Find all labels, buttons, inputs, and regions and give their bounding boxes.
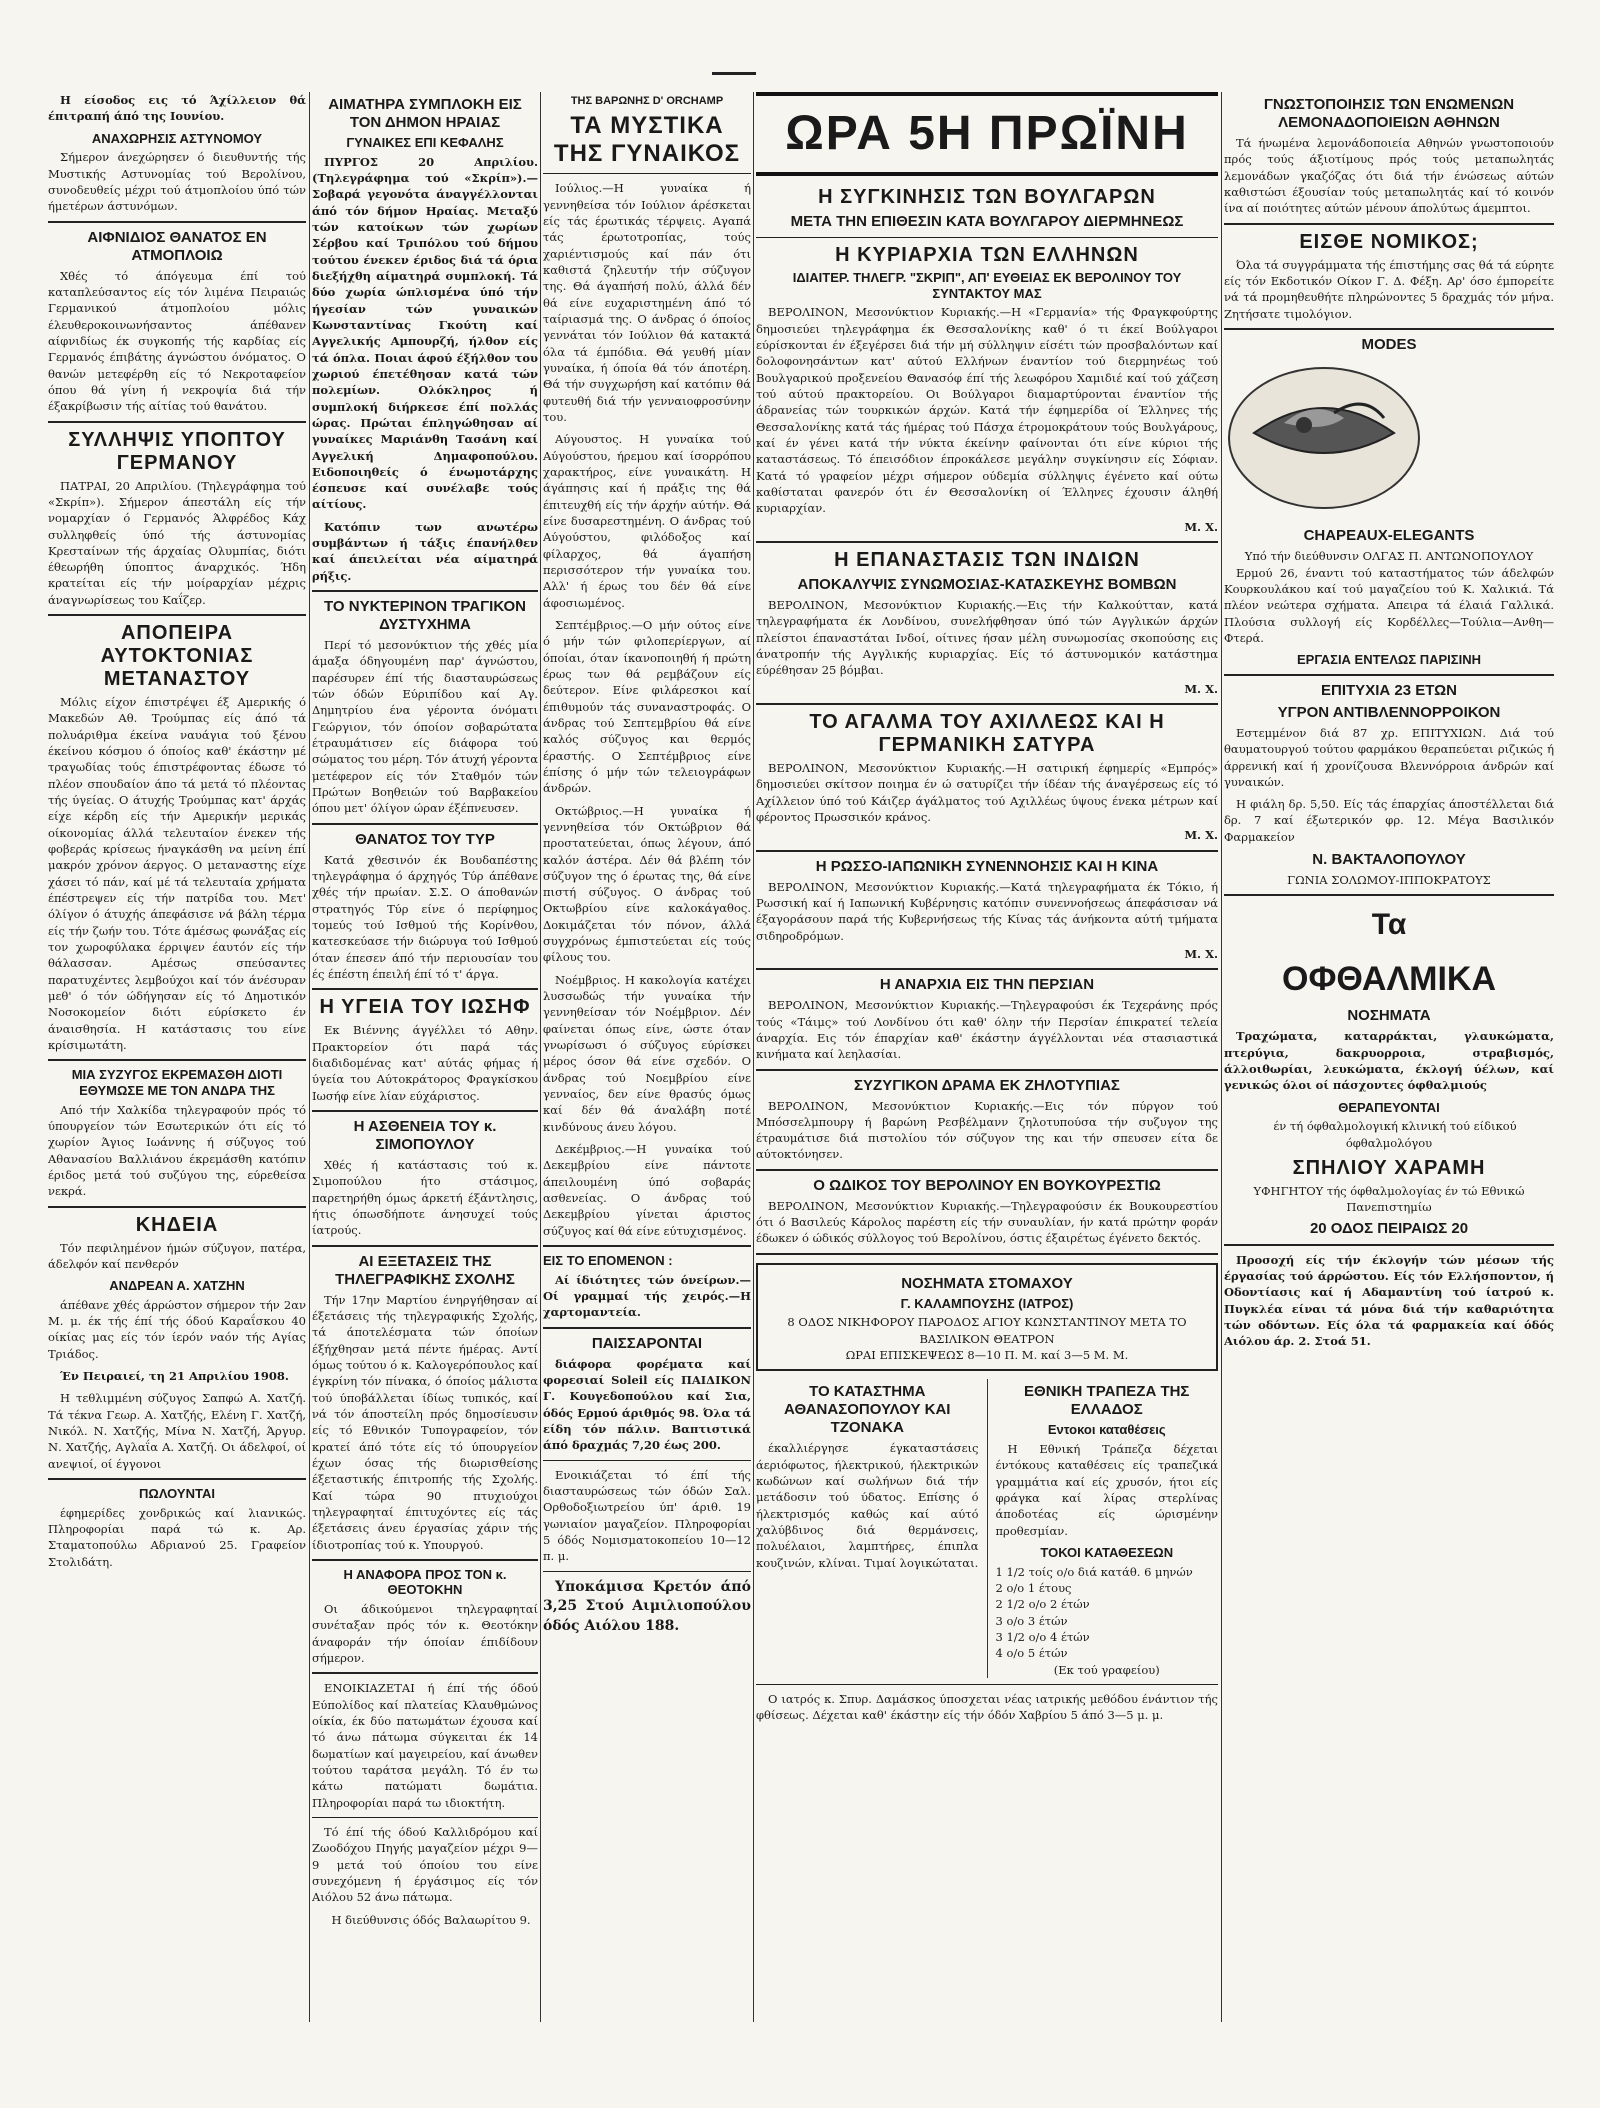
divider	[312, 1110, 538, 1112]
rate-row: 3 1/2 ο/ο 4 έτών	[995, 1629, 1090, 1644]
ad-epityxia-2: Η φιάλη δρ. 5,50. Είς τάς έπαρχίας άποστέλλεται διά δρ. 7 καί έξωτερικόν φρ. 12. Μέγα Βασιλικόν Φαρμακείον	[1224, 797, 1554, 844]
kideia-date: Έν Πειραιεί, τη 21 Απριλίου 1908.	[60, 1369, 289, 1384]
divider	[312, 988, 538, 990]
headline-epityxia: ΕΠΙΤΥΧΙΑ 23 ΕΤΩΝ	[1321, 681, 1457, 699]
article-symplokh: ΠΥΡΓΟΣ 20 Απριλίου. (Τηλεγράφημα τού «Σκρίπ»).— Σοβαρά γεγονότα άναγγέλλονται άπό τόν δήμον Ηραίας. Μεταξύ τών κατοίκων τών χωρίων Σέρβου καί Τριπόλου τού δήμου τούτου ένεκεν έριδος διά τά όρια διεξήχθη αίματηρά συμπλοκή. Τά δύο χωρία ώπλισμένα ύπό τήν ήγεσίαν τών γυναικών Κωνσταντίνας Γκούτη καί Αγγελικής Αμπουρζή, ήλθον είς τά όπλα. Ποιαι άφού έξήλθον του χωριού έπετέθησαν κατά τών πολεμίων. Ολόκληρος ή συμπλοκή διήρκεσε έπί πολλάς ώρας. Πρώται έπληγώθησαν αί γυναίκες Μαριάνθη Τασάνη καί Αγγελική Δημαφοπούλου. Ειδοποιηθείς ό ένωμοτάρχης έσπευσε καί συνέλαβε τούς αίτίους.	[312, 154, 538, 512]
divider	[312, 1245, 538, 1247]
subheadline-symplokh: ΓΥΝΑΙΚΕΣ ΕΠΙ ΚΕΦΑΛΗΣ	[346, 135, 504, 150]
ad-stomachou-title: ΝΟΣΗΜΑΤΑ ΣΤΟΜΑΧΟΥ	[901, 1274, 1073, 1292]
ad-stomachou-address: 8 ΟΔΟΣ ΝΙΚΗΦΟΡΟΥ ΠΑΡΟΔΟΣ ΑΓΙΟΥ ΚΩΝΣΤΑΝΤΙΝΟΥ ΜΕΤΑ ΤΟ ΒΑΣΙΛΙΚΟΝ ΘΕΑΤΡΟΝ	[787, 1315, 1187, 1346]
ad-eisthe: Όλα τά συγγράμματα τής έπιστήμης σας θά τά εύρητε είς τόν Εκδοτικόν Οίκον Γ. Δ. Φέξη. Αρ' όσο έμπορείτε νά τά προμηθευθήτε πληρώνοντες 5 δραχμάς τόν μήνα. Ζητήσατε τιμολόγιον.	[1224, 257, 1554, 321]
headline-boulgaroi: Η ΣΥΓΚΙΝΗΣΙΣ ΤΩΝ ΒΟΥΛΓΑΡΩΝ	[818, 186, 1156, 209]
ofth-title-2: ΟΦΘΑΛΜΙΚΑ	[1282, 960, 1496, 999]
headline-anafora: Η ΑΝΑΦΟΡΑ ΠΡΟΣ ΤΟΝ κ. ΘΕΟΤΟΚΗΝ	[343, 1566, 507, 1598]
divider	[312, 590, 538, 592]
column-2	[312, 92, 538, 2022]
article-kyriarxia: ΒΕΡΟΛΙΝΟΝ, Μεσονύκτιον Κυριακής.—Η «Γερμανία» τής Φραγκφούρτης δημοσιεύει τηλεγράφημα έκ Θεσσαλονίκης καθ' ό τι έκεί Βούλγαροι εύρίσκονται έν έξεγέρσει διά τήν μή σύλληψιν είσέτι τών προσβαλόντων καί δολοφονησάντων κατ' αύτού Ελλήνων έναντίον τού διερμηνέως τού Βουλγαρικού προξενείου Θανασόφ έπί τής λεωφόρου Χαμιδιέ καί τού χάζεση τού αύτού πρακτορείου. Οι Βούλγαροι διαμαρτύρονται έναντίον τής άδρανείας τών τουρκικών άρχών. Κατά τήν έφημερίδα οί Έλληνες τής Θεσσαλονίκης κατά τάς ήμέρας τού Πάσχα έτρομοκράτουν τούς Βουλγάρους, καί έν γένει κατά τήν νύκτα έκείνην φαίνονται ότι είνε κύριοι τής καταστάσεως. Τό έπεισόδιον έπροκάλεσε μεγάλην συγκίνησιν είς Σόφιαν. Κατά τό γραφείον μέχρι σήμερον ούδεμία σύλληψις έγένετο καί ούτω καθίσταται φανερόν ότι έν Θεσσαλονίκη οί Έλληνες έχουσιν άληθή κυριαρχίαν.	[756, 305, 1218, 516]
headline-kideia: ΚΗΔΕΙΑ	[135, 1213, 219, 1236]
ad-trapeza-text: Η Εθνική Τράπεζα δέχεται έντόκους καταθέσεις είς τραπεζικά γραμμάτια καί είς χρυσόν, ήτοι είς φράγκα καί λίρας στερλίνας άποδοτέας είς ώρισμένην προθεσμίαν.	[995, 1441, 1218, 1538]
ad-ofth-title: ΥΦΗΓΗΤΟΥ τής όφθαλμολογίας έν τώ Εθνικώ Πανεπιστημίω	[1253, 1183, 1525, 1215]
divider	[543, 173, 751, 174]
subheadline-chapeaux: Υπό τήν διεύθυνσιν ΟΛΓΑΣ Π. ΑΝΤΩΝΟΠΟΥΛΟΥ	[1244, 549, 1534, 564]
headline-mystika: ΤΑ ΜΥΣΤΙΚΑ ΤΗΣ ΓΥΝΑΙΚΟΣ	[553, 112, 741, 167]
headline-nykterinon: ΤΟ ΝΥΚΤΕΡΙΝΟΝ ΤΡΑΓΙΚΟΝ ΔΥΣΤΥΧΗΜΑ	[324, 598, 526, 634]
headline-syzygos: ΜΙΑ ΣΥΖΥΓΟΣ ΕΚΡΕΜΑΣΘΗ ΔΙΟΤΙ ΕΘΥΜΩΣΕ ΜΕ ΤΟΝ ΑΝΔΡΑ ΤΗΣ	[71, 1067, 283, 1098]
divider	[48, 1059, 306, 1061]
rate-row: 3 ο/ο 3 έτών	[995, 1613, 1068, 1628]
divider	[543, 1245, 751, 1247]
divider	[756, 237, 1218, 238]
ad-paissarontai: διάφορα φορέματα καί φορεσιαί Soleil είς ΠΑΙΔΙΚΟΝ Γ. Κουγεδοπούλου καί Σια, όδός Ερμού άριθμός 98. Όλα τά είδη τόν πάλιν. Βαπτιστικά άπό δραχμάς 7,20 έως 200.	[543, 1356, 751, 1453]
divider	[1224, 894, 1554, 896]
headline-gnwstop: ΓΝΩΣΤΟΠΟΙΗΣΙΣ ΤΩΝ ΕΝΩΜΕΝΩΝ ΛΕΜΟΝΑΔΟΠΟΙΕΙΩΝ ΑΘΗΝΩΝ	[1263, 96, 1515, 131]
article-ygeia: Εκ Βιέννης άγγέλλει τό Αθην. Πρακτορείον ότι παρά τάς διαδιδομένας κατ' αύτάς φήμας ή ύγεία του Αύτοκράτορος Φραγκίσκου Ιωσήφ είνε λίαν εύχάριστος.	[312, 1023, 538, 1103]
ad-epityxia: Εστεμμένον διά 87 χρ. ΕΠΙΤΥΧΙΩΝ. Διά τού θαυματουργού τούτου φαρμάκου θεραπεύεται ριζικώς ή άρρενική καί ή χρονίζουσα Βλεννόρροια άνδρών καί γυναικών.	[1224, 725, 1554, 789]
ad-prosoxh: Προσοχή είς τήν έκλογήν τών μέσων τής έργασίας τού άρρώστου. Είς τόν Ελλήσποντον, ή Οδοντίασις καί ή Αδαμαντίνη τού ίατρού κ. Πυγκλέα είναι τά μόνα διά τήν καθαριότητα τών οδόντων. Είς όλα τά φαρμακεία καί όδός Αιόλου άρ. 2. Στοά 51.	[1224, 1252, 1554, 1349]
headline-persia: Η ΑΝΑΡΧΙΑ ΕΙΣ ΤΗΝ ΠΕΡΣΙΑΝ	[879, 976, 1095, 994]
overline-orchamp: ΤΗΣ ΒΑΡΩΝΗΣ D' ORCHAMP	[570, 95, 724, 107]
headline-paissarontai: ΠΑΙΣΣΑΡΟΝΤΑΙ	[591, 1334, 703, 1352]
divider	[756, 1684, 1218, 1685]
article-kideia-2: άπέθανε χθές άρρώστον σήμερον τήν 2αν Μ. μ. έκ τής έπί τής όδού Καραΐσκου 40 οίκίας μας είς τόν ίερόν ναόν τής Αγίας Τριάδος.	[48, 1297, 306, 1361]
divider	[756, 850, 1218, 852]
divider	[312, 1672, 538, 1674]
column-rule	[753, 92, 754, 2022]
headline-chapeaux: CHAPEAUX-ELEGANTS	[1303, 527, 1475, 545]
column-rule	[309, 92, 310, 2022]
ad-trapeza-rates	[996, 1564, 1219, 1662]
ad-enoikiazetai: ΕΝΟΙΚΙΑΖΕΤΑΙ ή έπί τής όδού Εύπολίδος καί πλατείας Κλαυθμώνος οίκία, έκ δύο πατωμάτων έχουσα καί τό άνω πάτωμα σύγκειται έκ 14 δωματίων καί μαγειρείου, καί άνωθεν τούτου ταράτσα μεγάλη. Τό έν τω κάτω πατώματι δωμάτια. Πληροφορίαι παρά τω ιδιοκτήτη.	[312, 1681, 538, 1810]
article-kideia: Τόν πεφιλημένον ήμών σύζυγον, πατέρα, άδελφόν καί πενθερόν	[48, 1240, 306, 1271]
headline-indoi: Η ΕΠΑΝΑΣΤΑΣΙΣ ΤΩΝ ΙΝΔΙΩΝ	[834, 548, 1140, 571]
headline-eisthe: ΕΙΣΘΕ ΝΟΜΙΚΟΣ;	[1299, 230, 1479, 253]
divider	[543, 1460, 751, 1461]
rate-row: 1 1/2 τοίς ο/ο διά κατάθ. 6 μηνών	[995, 1564, 1193, 1579]
column-4	[756, 92, 1218, 2022]
article-astheneia: Χθές ή κατάστασις τού κ. Σιμοπούλου ήτο στάσιμος, παρετηρήθη όμως άρκετή έξάντλησις, ήτις όπωσδήποτε άνησυχεί τούς ίατρούς.	[312, 1158, 538, 1238]
column-rule	[540, 92, 541, 2022]
masthead: ΩΡΑ 5Η ΠΡΩΪΝΗ	[756, 92, 1218, 176]
lead-text: Η είσοδος εις τό Άχίλλειον θά έπιτραπή άπό της Ιουνίου.	[48, 93, 306, 124]
ad-trapeza-rates-title: ΤΟΚΟΙ ΚΑΤΑΘΕΣΕΩΝ	[1040, 1544, 1174, 1560]
rate-row: 4 ο/ο 5 έτών	[995, 1646, 1068, 1661]
divider	[543, 1327, 751, 1329]
ad-ofth: Τραχώματα, καταρράκται, γλαυκώματα, πτερύγια, δακρυορροια, στραβισμός, άλλοιθωρίαι, λευκώματα, έκλογή ύέλων, καί γενικώς όλοι οί πάσχοντες όφθαλμιούς	[1224, 1029, 1554, 1093]
column-5	[1224, 92, 1554, 2022]
ad-katastima-title: ΤΟ ΚΑΤΑΣΤΗΜΑ ΑΘΑΝΑΣΟΠΟΥΛΟΥ ΚΑΙ ΤΖΟΝΑΚΑ	[784, 1383, 951, 1437]
headline-symplokh: ΑΙΜΑΤΗΡΑ ΣΥΜΠΛΟΚΗ ΕΙΣ ΤΟΝ ΔΗΜΟΝ ΗΡΑΙΑΣ	[328, 96, 522, 131]
divider	[756, 703, 1218, 705]
signature: Μ. Χ.	[1184, 519, 1218, 534]
column-1	[48, 92, 306, 2022]
article-odikos: ΒΕΡΟΛΙΝΟΝ, Μεσονύκτιον Κυριακής.—Τηλεγραφούσιν έκ Βουκουρεστίου ότι ό Βασιλεύς Κάρολος παρέστη είς τήν συναυλίαν, ήν κατά πρώτην φοράν έδωκεν ό ώδικός σύλλογος τού Βερολίνου, όστις έξαιρέτως έγένετο δεκτός.	[756, 1198, 1218, 1246]
article-mystika-2: Αύγουστος. Η γυναίκα τού Αύγούστου, ήρεμου καί ίσορρόπου χαρακτήρος, είνε γυναικάτη. Η άγάπησις καί ή πράξις της θά έπιτευχθή είς τήν άρχήν αύτήν. Θά είνε δυσαρεστημένη. Ο άνδρας τού Αύγούστου, φιλόδοξος καί φίλαρχος, θά άγαπήση περισσότερον τήν γυναίκα του. Αλλ' ή έρως του δέν θά είνε άφοσιωμένος.	[543, 432, 751, 610]
column-3	[543, 92, 751, 2022]
divider	[756, 1069, 1218, 1071]
ad-ypokamisa: Υποκάμισα Κρετόν άπό 3,25 Στού Αιμιλιοπούλου όδός Αιόλου 188.	[543, 1578, 751, 1635]
subheadline-boulgaroi: ΜΕΤΑ ΤΗΝ ΕΠΙΘΕΣΙΝ ΚΑΤΑ ΒΟΥΛΓΑΡΟΥ ΔΙΕΡΜΗΝΕΩΣ	[790, 213, 1184, 231]
ad-stomachou-hours: ΩΡΑΙ ΕΠΙΣΚΕΨΕΩΣ 8—10 Π. Μ. καί 3—5 Μ. Μ.	[845, 1348, 1129, 1363]
ad-enoikiazetai-3: Ενοικιάζεται τό έπί τής διασταυρώσεως τών όδών Σαλ. Ορθοδοξιωτρείου ύπ' άριθ. 19 γωνιαίον μαγαζείον. Πληροφορίαι 5 όδός Νομισματοκοπείου 10—12 π. μ.	[543, 1467, 751, 1564]
headline-zhlotypia: ΣΥΖΥΓΙΚΟΝ ΔΡΑΜΑ ΕΚ ΖΗΛΟΤΥΠΙΑΣ	[854, 1076, 1120, 1094]
article-indoi: ΒΕΡΟΛΙΝΟΝ, Μεσονύκτιον Κυριακής.—Εις τήν Καλκούτταν, κατά τηλεγραφήματα έκ Λονδίνου, συνελήφθησαν ύπό τών Αγγλικών άρχών πλείστοι έπαναστάται Ινδοί, οίτινες ήσαν μέλη συνωμοσίας σκοπούσης εις άνατροπήν τής Αγγλικής κυριαρχίας. Είς τό άστυνομικόν κατάστημα εύρέθησαν 25 βόμβαι.	[756, 597, 1218, 678]
headline-kyriarxia: Η ΚΥΡΙΑΡΧΙΑ ΤΩΝ ΕΛΛΗΝΩΝ	[835, 244, 1139, 267]
column-rule	[987, 1379, 988, 1677]
headline-thanatos: ΑΙΦΝΙΔΙΟΣ ΘΑΝΑΤΟΣ ΕΝ ΑΤΜΟΠΛΟΙΩ	[87, 228, 267, 264]
headline-tyr: ΘΑΝΑΤΟΣ ΤΟΥ ΤΥΡ	[355, 830, 495, 848]
divider	[756, 541, 1218, 543]
signature: Μ. Χ.	[1184, 946, 1218, 961]
divider	[756, 1169, 1218, 1171]
article-mystika-1: Ιούλιος.—Η γυναίκα ή γεννηθείσα τόν Ιούλιον άρέσκεται είς τάς έρωτικάς τέρψεις. Αγαπά τάς έρωτοτροπίας, τούς χαριέντισμούς καί πάν ότι καθιστά ζηλευτήν τήν σύζυγον της. Θά άγαπήσή πολύ, άλλά δέν θά είνε ευχαριστημένη άπό τό ταίριασμά της. Ο άνδρας ό όποίος γεννάται τόν Ιούλιον θά κατακτά όλα τά έμπόδια. Θά γευθή μίαν γυναίκα, ή όποία θά τόν άποτέρη. Θά τήν συγχωρήση καί κατόπιν θά φυτευθή διά τήν γενναιοφροσύνην του.	[543, 181, 751, 424]
article-syzygos: Από τήν Χαλκίδα τηλεγραφούν πρός τό ύπουργείον τών Εσωτερικών ότι είς τό χωρίον Άγιος Ιωάννης ή σύζυγος τού Αθανασίου Βαλλιάνου έκρεμάσθη κατόπιν έριδος μετά τού συζύγου της, εύρεθείσα νεκρά.	[48, 1102, 306, 1199]
article-syllipsis: ΠΑΤΡΑΙ, 20 Απριλίου. (Τηλεγράφημα τού «Σκρίπ»). Σήμερον άπεστάλη είς τήν νομαρχίαν ό Γερμανός Άλφρέδος Κάχ συλληφθείς ύπό τής άστυνομίας Κρεσταίνων τής άρχαίας Ολυμπίας, διότι έθεωρήθη ύποπτος άναρχικός. Ήδη κρατείται είς τήν μοίραρχίαν μέχρις άναγνωρίσεως του Καΐζερ.	[48, 478, 306, 607]
article-exetaseis: Τήν 17ην Μαρτίου ένηργήθησαν αί έξετάσεις τής τηλεγραφικής Σχολής, τά άποτελέσματα τών όποίων έξήχθησαν μετά πέντε ήμέρας. Αντί όμως τούτου ό κ. Καλογερόπουλος καί έγκρίνη τόν πίνακα, ό όποίος μάλιστα τού ύποβάλλεται ίδίως τυπικός, καί νά τόν άποστείλη πρός δημοσίευσιν είς τό Εθνικόν Τυπογραφείον, τόν κρατεί άπό τότε είς τό ύπουργείον έχων όσας τής διωρισθείσης έξεταστικής έπιτροπής τής Σχολής. Καί τώρα 90 πτυχιούχοι τηλεγραφηταί έπιτυχόντες είς τάς έξετάσεις άνευ έργασίας χάριν τής ίδιοτροπίας τού κ. Υπουργού.	[312, 1292, 538, 1552]
ad-katastima-text: έκαλλιέργησε έγκαταστάσεις άεριόφωτος, ήλεκτρικού, ήλεκτρικών κωδώνων καί σωλήνων διά τήν μετάδοσιν τού ύδατος. Επίσης ό ήλεκτρισμός καθώς καί αύτό χαλύβδινος διά θερμάνσεις, πολυέλαιοι, λαμπτήρες, έπιπλα κουζινών, κλίναι. Τιμαί λογικώταται.	[756, 1441, 979, 1570]
divider	[543, 1571, 751, 1572]
article-mystika-3: Σεπτέμβριος.—Ο μήν ούτος είνε ό μήν τών φιλοπερίεργων, αί όποίαι, όταν ίκανοποιηθή ή πρώτη έρως των θά ρεμβάζουν είς δεύτερον. Είνε φιλάρεσκοι καί έπιθυμούν τάς συναναστροφάς. Ο άνδρας τού Σεπτεμβρίου θά είνε καλός σύζυγος και θερμός έραστής. Ο Σεπτέμβριος είνε έπίσης ό μήν τών τελειογράφων άνδρών.	[543, 617, 751, 796]
ad-trapeza-subtitle: Εντοκοι καταθέσεις	[1047, 1422, 1166, 1438]
subheadline-indoi: ΑΠΟΚΑΛΥΨΙΣ ΣΥΝΩΜΟΣΙΑΣ-ΚΑΤΑΣΚΕΥΗΣ ΒΟΜΒΩΝ	[797, 575, 1177, 593]
headline-ygeia: Η ΥΓΕΙΑ ΤΟΥ ΙΩΣΗΦ	[319, 996, 531, 1019]
article-anaxoriseis: Σήμερον άνεχώρησεν ό διευθυντής τής Μυστικής Αστυνομίας τού Βερολίνου, συνοδευθείς μέχρι τού άτμοπλοίου ύπό τών ήμετέρων άστυνόμων.	[48, 150, 306, 214]
subheadline-kyriarxia: ΙΔΙΑΙΤΕΡ. ΤΗΛΕΓΡ. "ΣΚΡΙΠ", ΑΠ' ΕΥΘΕΙΑΣ ΕΚ ΒΕΡΟΛΙΝΟΥ ΤΟΥ ΣΥΝΤΑΚΤΟΥ ΜΑΣ	[792, 270, 1182, 301]
divider	[48, 1206, 306, 1208]
ad-zoodoxos: Τό έπί τής όδού Καλλιδρόμου καί Ζωοδόχου Πηγής μαγαζείον μέχρι 9—9 μετά τού όποίου του είνε συνεχόμενη ή έργάσιμος είς τόν Αιόλου 52 άνω πάτωμα.	[312, 1825, 538, 1905]
subheadline-epityxia: ΥΓΡΟΝ ΑΝΤΙΒΛΕΝΝΟΡΡΟΙΚΟΝ	[1277, 703, 1501, 721]
divider	[1224, 1244, 1554, 1246]
headline-odikos: Ο ΩΔΙΚΟΣ ΤΟΥ ΒΕΡΟΛΙΝΟΥ ΕΝ ΒΟΥΚΟΥΡΕΣΤΙΩ	[813, 1176, 1161, 1194]
ad-epityxia-address: ΓΩΝΙΑ ΣΟΛΩΜΟΥ-ΙΠΠΟΚΡΑΤΟΥΣ	[1287, 873, 1491, 888]
rate-row: 2 ο/ο 1 έτους	[995, 1580, 1072, 1595]
article-epomenon: Αί ίδιότητες τών όνείρων.— Οί γραμμαί τής χειρός.—Η χαρτομαντεία.	[543, 1272, 751, 1320]
divider	[756, 968, 1218, 970]
headline-modes: MODES	[1361, 335, 1417, 353]
divider	[756, 1253, 1218, 1255]
headline-anaxoriseis: ΑΝΑΧΩΡΗΣΙΣ ΑΣΤΥΝΟΜΟΥ	[91, 130, 263, 146]
ad-epityxia-name: Ν. ΒΑΚΤΑΛΟΠΟΥΛΟΥ	[1312, 851, 1466, 869]
article-axilleus: ΒΕΡΟΛΙΝΟΝ, Μεσονύκτιον Κυριακής.—Η σατιρική έφημερίς «Εμπρός» δημοσιεύει σκίτσον ποιημα έν ώ σατυρίζει τήν ίδέαν τής άναγέρσεως είς τό Αχίλλειον ύπό τού Κάιζερ άγάλματος τού Αχιλλέως ύψους ένεκα μέτρων καί φέροντος Πρωσσικόν κράνος.	[756, 760, 1218, 824]
chapeaux-signature: ΕΡΓΑΣΙΑ ΕΝΤΕΛΩΣ ΠΑΡΙΣΙΝΗ	[1297, 652, 1481, 668]
divider	[48, 1478, 306, 1480]
ad-ofth-2: έν τή όφθαλμολογική κλινική τού είδικού όφθαλμολόγου	[1273, 1119, 1517, 1150]
ad-trapeza	[996, 1379, 1219, 1677]
headline-apopeira: ΑΠΟΠΕΙΡΑ ΑΥΤΟΚΤΟΝΙΑΣ ΜΕΤΑΝΑΣΤΟΥ	[100, 622, 254, 691]
divider	[1224, 328, 1554, 330]
article-tyr: Κατά χθεσινόν έκ Βουδαπέστης τηλεγράφημα ό άρχηγός Τύρ άπέθανε χθές τήν πρωίαν. Σ.Σ. Ο άποθανών στρατηγός Τύρ είνε ό περίφημος τομεύς τού Ισθμού τής Κορίνθου, κατεσκεύασε τήν διώρυγα τού Ισθμού όταν έπεσεν άπό τήν περιουσίαν του ές έπέστη έπειλή έπί τό τ' άργα.	[312, 852, 538, 982]
headline-pwlountai: ΠΩΛΟΥΝΤΑΙ	[139, 1486, 215, 1502]
ad-ofth-name: ΣΠΗΛΙΟΥ ΧΑΡΑΜΗ	[1292, 1156, 1486, 1179]
article-mystika-5: Νοέμβριος. Η κακολογία κατέχει λυσσωδώς τήν γυναίκα τήν γεννηθείσαν τόν Νοέμβριον. Δέν φαίνεται όπως είνε, ώστε όταν γνωρίσωσι ό σύζυγος εύρίσκει μέρος όσον θά είνε σχεδόν. Ο άνδρας τού Νοεμβρίου είνε γενναίος, δεν είνε θρασύς όμως καί δέν θά άναλάβη ποτέ κινδύνους άνευ λόγου.	[543, 972, 751, 1134]
headline-astheneia: Η ΑΣΘΕΝΕΙΑ ΤΟΥ κ. ΣΙΜΟΠΟΥΛΟΥ	[353, 1118, 497, 1153]
signature: Μ. Χ.	[1184, 681, 1218, 696]
headline-syllipsis: ΣΥΛΛΗΨΙΣ ΥΠΟΠΤΟΥ ΓΕΡΜΑΝΟΥ	[68, 428, 286, 474]
article-mystika-6: Δεκέμβριος.—Η γυναίκα τού Δεκεμβρίου είνε πάντοτε άπειλουμένη ύπό σοβαράς ασθενείας. Ο άνδρας τού Δεκεμβρίου γίνεται άριστος σύζυγος καί θά είνε εύτυχισμένος.	[543, 1142, 751, 1238]
article-apopeira: Μόλις είχον έπιστρέψει έξ Αμερικής ό Μακεδών Αθ. Τρούμπας είς άπό τά πολυάριθμα έκείνα ναυάγια τού ξένου έκείνου κόσμου ό όποίος καθ' έκάστην μέ τραγωδίας τούς έπιστρέφοντας έδωσε τό πλέον σπουδαίον άπο τά μετά τό πλέοντας τής ύγείας. Ο άτυχής Τρούμπας κατ' άρχάς είχε κέρδη είς τήν Αμερικήν μερικάς οίκονομίας άλλά τελευταίον ένεκεν τής φοβεράς κρίσεως ήναγκάσθη να μείνη έπί μακρόν χρόνον άεργος. Ο μεταναστης είχε χάσει τό πάν, καί μέ τά τελευταία χρήματα έπέστρεψεν είς τήν πατρίδα του. Μετ' όλίγον ό άτυχής άπεφάσισε νά βάλη τέρμα είς τήν ζωήν του. Τότε άμέσως φωνάξας είς τον χωροφύλακα έρριψεν έαυτόν είς τήν θάλασσαν. Αμέσως σπεύσαντες παρατυχέντες λεμβούχοι καί τόν άνέσυραν μεθ' ό τόν ώδήγησαν είς τό Δημοτικόν Νοσοκομείον διότι εύρίσκετο έν άναισθησία. Η κατάστασις του είνε κρίσιμωτάτη.	[48, 695, 306, 1053]
signature: Μ. Χ.	[1184, 828, 1218, 843]
article-symplokh-2: Κατόπιν των ανωτέρω συμβάντων ή τάξις έπανήλθεν καί άπειλείται νέα αίματηρά ρήξις.	[312, 519, 538, 583]
top-mark	[712, 72, 756, 75]
article-mystika-4: Οκτώβριος.—Η γυναίκα ή γεννηθείσα τόν Οκτώβριον θά προστατεύεται, όπως λέγουν, άπό καλόν άστέρα. Δέν θά βλέπη τόν σύζυγον της ό έρωτας της, θά είνε πιστή σύζυγος. Ο άνδρας τού Οκτωβρίου είνε καλοκάγαθος. Δοκιμάζεται τόν πόνον, άλλά συγχρόνως έμπιστεύεται είς τούς φίλους του.	[543, 803, 751, 965]
ad-trapeza-title: ΕΘΝΙΚΗ ΤΡΑΠΕΖΑ ΤΗΣ ΕΛΛΑΔΟΣ	[1024, 1383, 1190, 1419]
article-anafora: Οι άδικούμενοι τηλεγραφηταί συνέταξαν πρός τόν κ. Θεοτόκην άναφοράν τήν όποίαν έπιδίδουν σήμερον.	[312, 1602, 538, 1666]
divider	[1224, 674, 1554, 676]
headline-axilleus: ΤΟ ΑΓΑΛΜΑ ΤΟΥ ΑΧΙΛΛΕΩΣ ΚΑΙ Η ΓΕΡΜΑΝΙΚΗ ΣΑΤΥΡΑ	[809, 710, 1165, 756]
article-pwlountai: έφημερίδες χονδρικώς καί λιανικώς. Πληροφορίαι παρά τώ κ. Αρ. Σταματοπούλω Αδριανού 25. Γραφείον Στολιδάτη.	[48, 1505, 306, 1569]
article-nykterinon: Περί τό μεσονύκτιον τής χθές μία άμαξα όδηγουμένη παρ' άγνώστου, παρέσυρεν έπί τής διασταυρώσεως τών όδών Εύριπίδου καί Αγ. Δημητρίου ένα γέροντα όνόματι Γεώργιον, τόν όποίον σοβαρώτατα έτραυμάτισεν είς διάφορα τού σώματος του μέρη. Τόν άτυχή γέροντα μετέφερον είς τόν Σταθμόν τών Πρώτων Βοηθειών τού Βαρβακείου όπου μετ' όλίγον ώραν έξέπνευσεν.	[312, 638, 538, 816]
ad-zoodoxos-sig: Η διεύθυνσις όδός Βαλαωρίτου 9.	[331, 1912, 531, 1927]
headline-epomenon: ΕΙΣ ΤΟ ΕΠΟΜΕΝΟΝ :	[543, 1253, 673, 1269]
ad-trapeza-footer: (Εκ τού γραφείου)	[1053, 1662, 1160, 1677]
headline-exetaseis: ΑΙ ΕΞΕΤΑΣΕΙΣ ΤΗΣ ΤΗΛΕΓΡΑΦΙΚΗΣ ΣΧΟΛΗΣ	[335, 1252, 515, 1288]
divider	[312, 823, 538, 825]
ad-chapeaux: Ερμού 26, έναντι τού καταστήματος τών άδελφών Κουρκουλάκου καί τού μαγαζείου τού Κ. Χαλικιά. Τά πλέον νεώτερα σχήματα. Απειρα τά έλαιά Γαλλικά. Πλούσια συλλογή είς Κορδέλλες—Τούλια—Ανθη—Φτερά.	[1224, 565, 1554, 645]
ad-ofth-subtitle: ΘΕΡΑΠΕΥΟΝΤΑΙ	[1338, 1099, 1440, 1115]
divider	[48, 221, 306, 223]
headline-rwsso: Η ΡΩΣΣΟ-ΙΑΠΩΝΙΚΗ ΣΥΝΕΝΝΟΗΣΙΣ ΚΑΙ Η ΚΙΝΑ	[815, 857, 1159, 875]
ad-katastima	[756, 1379, 979, 1677]
divider	[312, 1817, 538, 1818]
article-persia: ΒΕΡΟΛΙΝΟΝ, Μεσονύκτιον Κυριακής.—Τηλεγραφούσι έκ Τεχεράνης πρός τούς «Τάιμς» τού Λονδίνου ότι καθ' όλην τήν Περσίαν έπικρατεί τελεία άναρχία. Εις τόν έπαρχίαν καθ' έκάστην άγγέλλονται νέα στασιαστικά κινήματα καί λεηλασίαι.	[756, 998, 1218, 1062]
divider	[48, 421, 306, 423]
article-rwsso: ΒΕΡΟΛΙΝΟΝ, Μεσονύκτιον Κυριακής.—Κατά τηλεγραφήματα έκ Τόκιο, ή Ρωσσική καί ή Ιαπωνική Κυβέρνησις κατόπιν συνεννοήσεως άπεφάσισαν νά έξαγοράσουν παρά τής Κυβερνήσεως τής Κίνας τάς άνήκοντα αύτή τμήματα σιδηροδρόμων.	[756, 879, 1218, 943]
ad-stomachou	[756, 1263, 1218, 1372]
divider	[1224, 223, 1554, 225]
ad-ofth-address: 20 ΟΔΟΣ ΠΕΙΡΑΙΩΣ 20	[1309, 1219, 1469, 1237]
article-zhlotypia: ΒΕΡΟΛΙΝΟΝ, Μεσονύκτιον Κυριακής.—Εις τόν πύργον τού Μπόσσελμπουργ ή βαρώνη Ρεσβέλμανν ζηλοτυπούσα τήν συζυγον της έτραυμάτισε διά πιστολίου τόν σύζυγον της και τήν σπευσεν είτα δε αύτοκτόνησεν.	[756, 1098, 1218, 1162]
column-rule	[1221, 92, 1222, 2022]
divider	[312, 1559, 538, 1561]
ad-stomachou-name: Γ. ΚΑΛΑΜΠΟΥΣΗΣ (ΙΑΤΡΟΣ)	[900, 1295, 1074, 1311]
ad-gnwstop: Τά ήνωμένα λεμονάδοποιεία Αθηνών γνωστοποιούν πρός τούς άξιοτίμους πρός τούς μεταπωλητάς λεμονάδων γκαζόζας ότι διά τήν ένώσεως αύτών καθιστώσι έξουσίαν τούς μεταπωλητάς καί τό κοινόν ίνα αί ποιότητες αύτών μένουν άπολύτως άμεμπτοι.	[1224, 136, 1554, 216]
divider	[48, 614, 306, 616]
article-thanatos: Χθές τό άπόγευμα έπί τού καταπλεύσαντος είς τόν λιμένα Πειραιώς Γερμανικού άτμοπλοίου μόλις έλευθεροκοινωνήσαντος άπέθανεν αίφνιδίως έκ συγκοπής τής καρδίας είς Γερμανός έπιβάτης άγνώστου όνόματος. Ο θανών μετεφέρθη είς τό Νεκροταφείον όπου θά γίνη ή νεκροψία διά τήν έξακρίβωσιν τής αίτίας τού θανάτου.	[48, 268, 306, 414]
ad-iatros: Ο ιατρός κ. Σπυρ. Δαμάσκος ύποσχεται νέας ιατρικής μεθόδου ένάντιον τής φθίσεως. Δέχεται καθ' έκάστην είς τήν όδόν Χαβρίου 5 άπό 3—5 μ. μ.	[756, 1691, 1218, 1723]
kideia-name: ΑΝΔΡΕΑΝ Α. ΧΑΤΖΗΝ	[109, 1278, 245, 1294]
rate-row: 2 1/2 ο/ο 2 έτών	[995, 1597, 1090, 1612]
fashion-illustration	[1224, 363, 1424, 513]
ofth-title-3: ΝΟΣΗΜΑΤΑ	[1347, 1007, 1431, 1025]
kideia-signers: Η τεθλιμμένη σύζυγος Σαπφώ Α. Χατζή. Τά τέκνα Γεωρ. Α. Χατζής, Ελένη Γ. Χατζή, Νικόλ. Ν. Χατζής, Μίνα Ν. Χατζή, Άργυρ. Ν. Χατζής, Αγλαΐα Α. Χατζή. Οι άδελφοί, οί ανεψιοί, οί έγγονοι	[48, 1391, 306, 1471]
ofth-title-1: Τα	[1371, 908, 1407, 942]
ad-row	[756, 1379, 1218, 1677]
